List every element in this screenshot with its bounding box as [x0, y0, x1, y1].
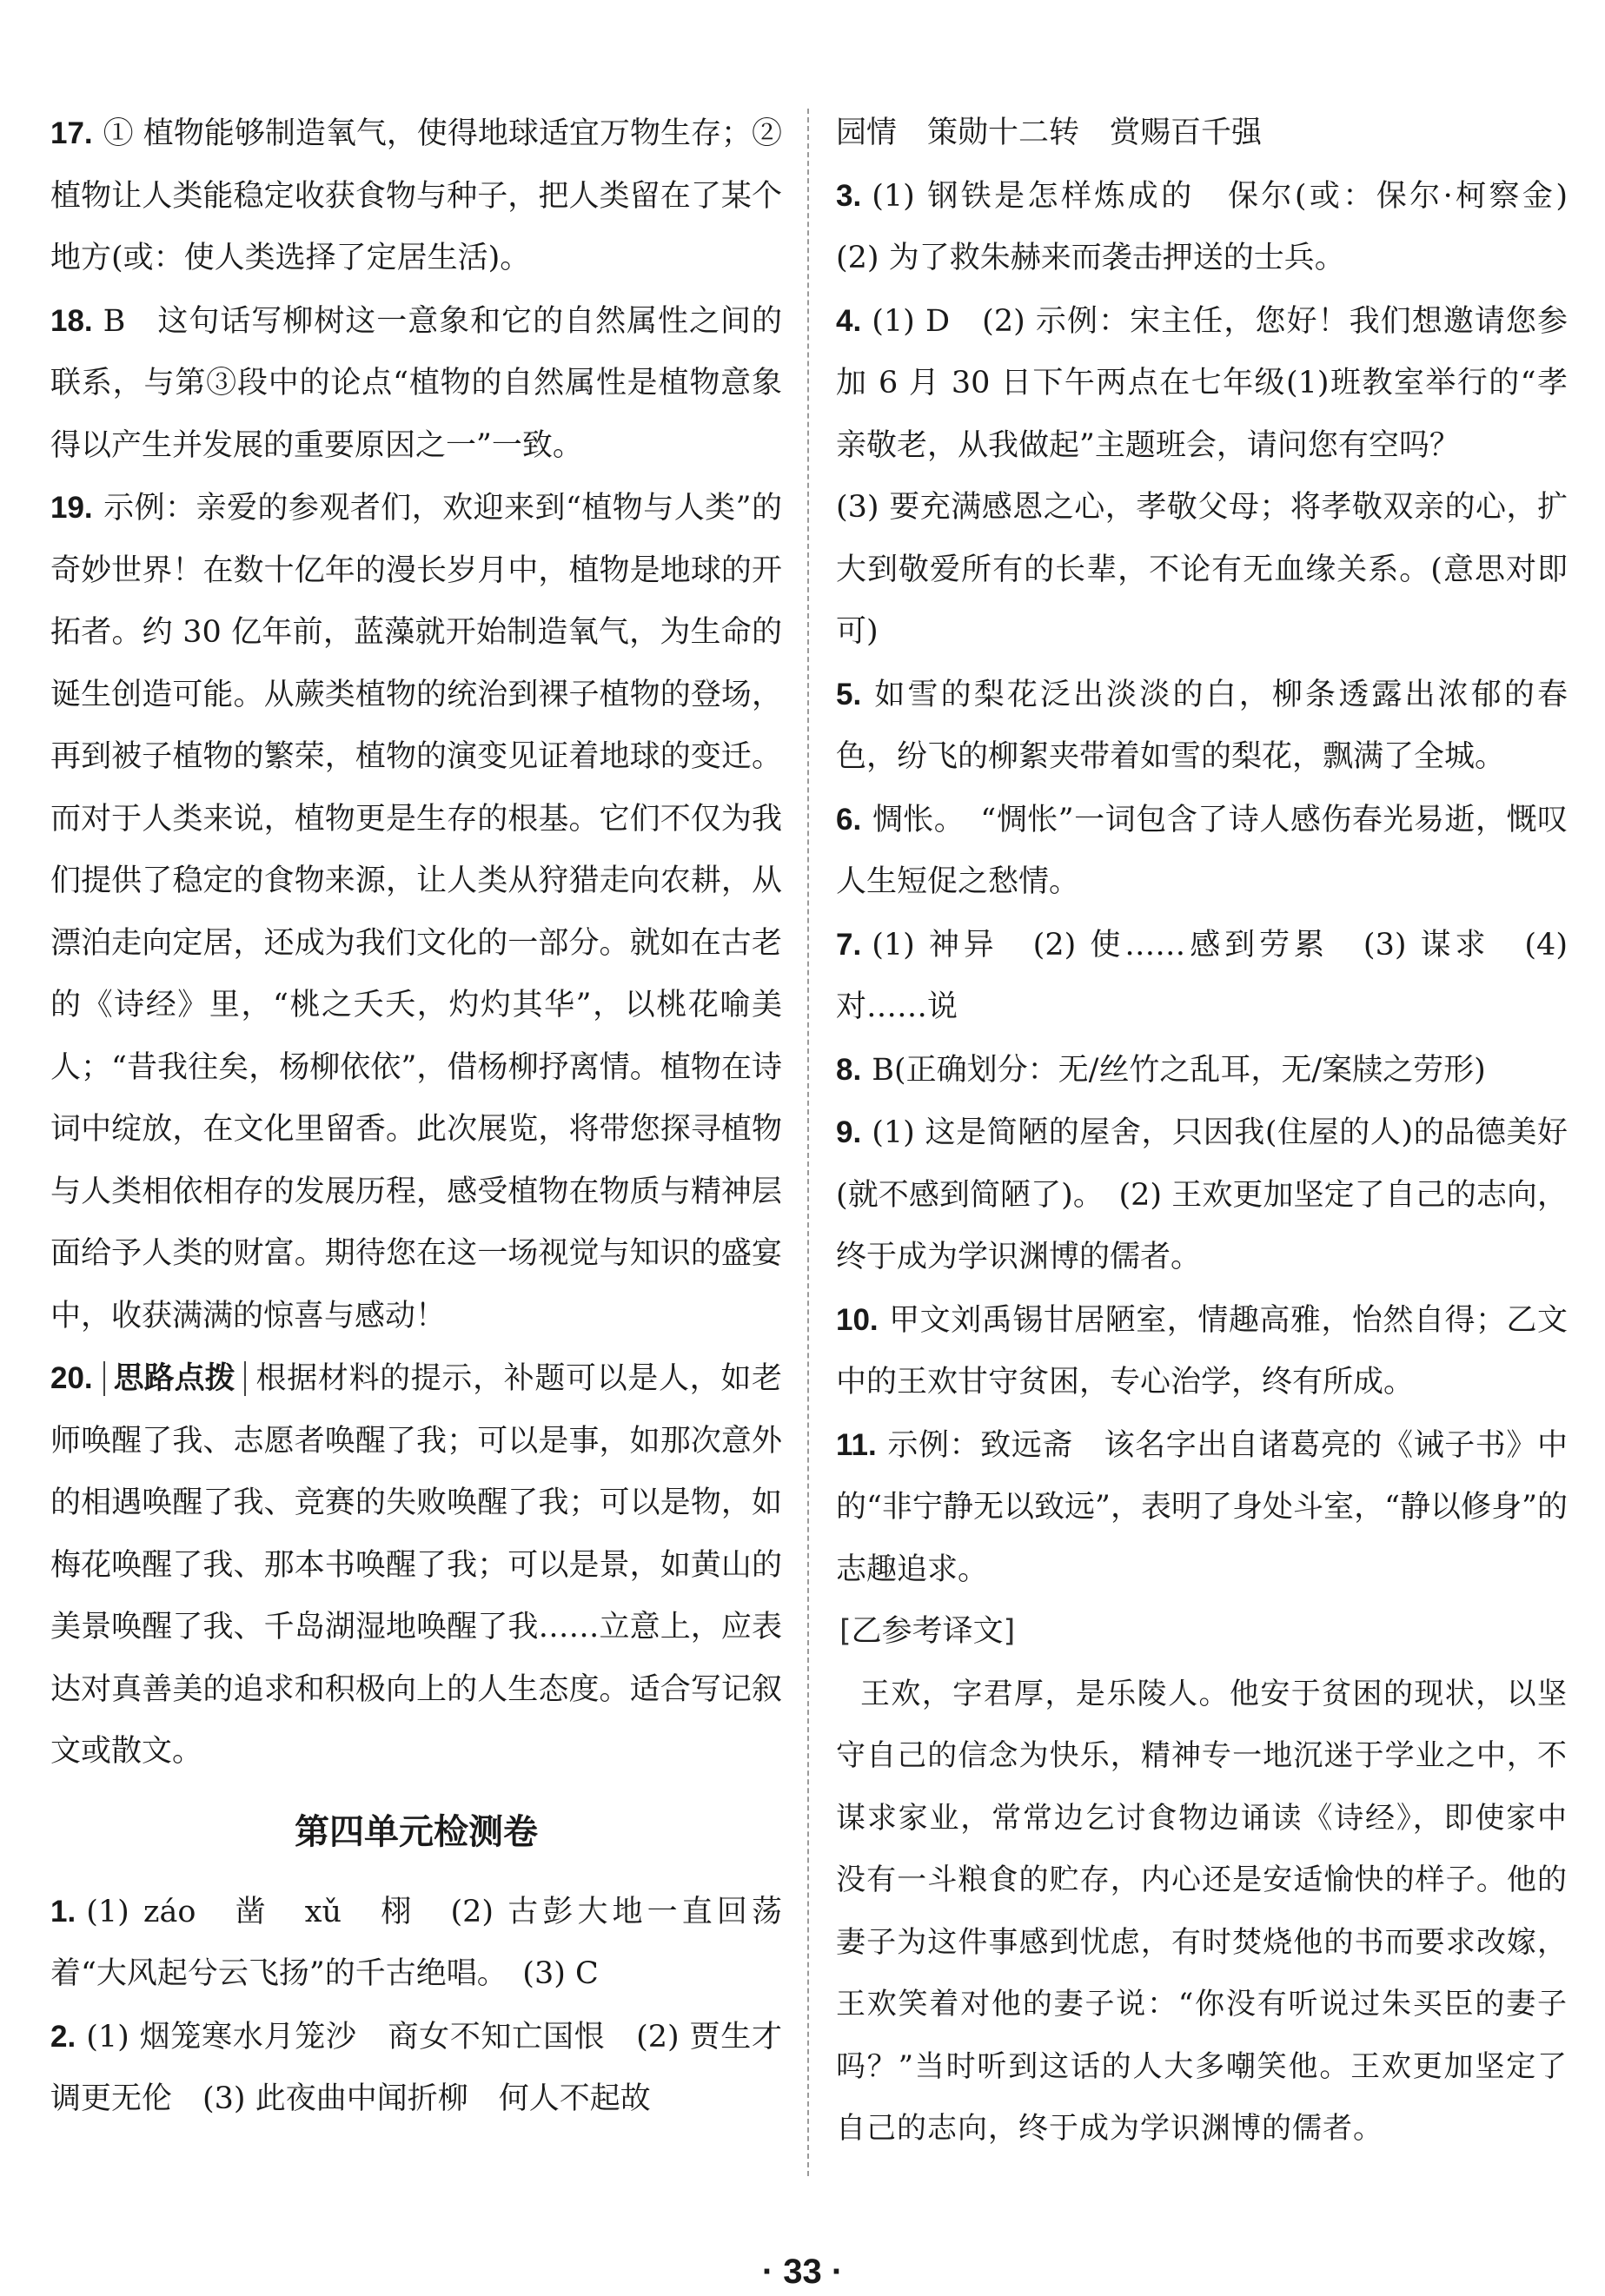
answer-text: (1) 神异 (2) 使……感到劳累 (3) 谋求 (4) 对……说	[836, 927, 1568, 1024]
answer-text: (1) 钢铁是怎样炼成的 保尔(或：保尔·柯察金) (2) 为了救朱赫来而袭击押送的士兵。	[836, 178, 1599, 275]
section-title: 第四单元检测卷	[295, 1811, 538, 1852]
question-number: 18.	[50, 303, 93, 338]
answer-10	[836, 1289, 1568, 1414]
column-divider	[807, 109, 809, 2176]
question-number: 3.	[836, 178, 862, 213]
answer-19	[50, 477, 782, 1347]
question-number: 5.	[836, 677, 862, 711]
answer-text: B(正确划分：无/丝竹之乱耳，无/案牍之劳形)	[872, 1052, 1486, 1088]
answer-text: 如雪的梨花泛出淡淡的白，柳条透露出浓郁的春色，纷飞的柳絮夹带着如雪的梨花，飘满了全城。	[836, 677, 1568, 774]
answer-4-part-3: (3) 要充满感恩之心，孝敬父母；将孝敬双亲的心，扩大到敬爱所有的长辈，不论有无血缘关系。(意思对即可)	[836, 490, 1568, 649]
answer-1	[50, 1881, 782, 2006]
left-column	[50, 103, 782, 2131]
question-number: 11.	[836, 1427, 877, 1462]
question-number: 10.	[836, 1302, 879, 1337]
answer-7	[836, 914, 1568, 1039]
answer-text: (1) 这是简陋的屋舍，只因我(住屋的人)的品德美好(就不感到简陋了)。 (2) 王欢更加坚定了自己的志向，终于成为学识渊博的儒者。	[836, 1115, 1568, 1274]
question-number: 17.	[50, 116, 93, 150]
answer-2-continued: 园情 策勋十二转 赏赐百千强	[836, 116, 1263, 150]
answer-5	[836, 664, 1568, 789]
answer-8	[836, 1039, 1568, 1102]
answer-text: 根据材料的提示，补题可以是人，如老师唤醒了我、志愿者唤醒了我；可以是事，如那次意外的相遇唤醒了我、竞赛的失败唤醒了我；可以是物，如梅花唤醒了我、那本书唤醒了我；可以是景，如黄山的美景唤醒了我、千岛湖湿地唤醒了我……立意上，应表达对真善美的追求和积极向上的人生态度。适合写记叙文或散文。	[50, 1361, 782, 1769]
answer-text: (1) D (2) 示例：宋主任，您好！我们想邀请您参加 6 月 30 日下午两点在七年级(1)班教室举行的“孝亲敬老，从我做起”主题班会，请问您有空吗？	[836, 303, 1568, 463]
answer-11	[836, 1414, 1568, 1602]
question-number: 2.	[50, 2019, 76, 2054]
translation-text: 王欢，字君厚，是乐陵人。他安于贫困的现状，以坚守自己的信念为快乐，精神专一地沉迷于学业之中，不谋求家业，常常边乞讨食物边诵读《诗经》，即使家中没有一斗粮食的贮存，内心还是安适愉快的样子。他的妻子为这件事感到忧虑，有时焚烧他的书而要求改嫁，王欢笑着对他的妻子说：“你没有听说过朱买臣的妻子吗？”当时听到这话的人大多嘲笑他。王欢更加坚定了自己的志向，终于成为学识渊博的儒者。	[836, 1676, 1568, 2146]
answer-text: 示例：致远斋 该名字出自诸葛亮的《诫子书》中的“非宁静无以致远”，表明了身处斗室，“静以修身”的志趣追求。	[836, 1427, 1568, 1587]
question-number: 7.	[836, 927, 862, 962]
question-number: 9.	[836, 1115, 862, 1149]
answer-text: (1) 烟笼寒水月笼沙 商女不知亡国恨 (2) 贾生才调更无伦 (3) 此夜曲中闻折柳 何人不起故	[50, 2019, 782, 2116]
question-number: 8.	[836, 1052, 862, 1087]
answer-9	[836, 1102, 1568, 1289]
answer-text: (1) záo 凿 xǔ 栩 (2) 古彭大地一直回荡着“大风起兮云飞扬”的千古绝唱。 (3) C	[50, 1894, 782, 1991]
answer-2	[50, 2006, 782, 2131]
answer-4	[836, 290, 1568, 478]
question-number: 20.	[50, 1361, 93, 1395]
answer-17	[50, 103, 782, 290]
question-number: 6.	[836, 802, 862, 837]
answer-text: 甲文刘禹锡甘居陋室，情趣高雅，怡然自得；乙文中的王欢甘守贫困，专心治学，终有所成。	[836, 1302, 1568, 1399]
answer-3	[836, 165, 1599, 290]
answer-6	[836, 789, 1568, 914]
page-number: · 33 ·	[761, 2253, 844, 2291]
answer-18	[50, 290, 782, 478]
answer-text: 惆怅。 “惆怅”一词包含了诗人感伤春光易逝，慨叹人生短促之愁情。	[836, 802, 1568, 899]
question-number: 1.	[50, 1894, 76, 1929]
answer-text: 示例：亲爱的参观者们，欢迎来到“植物与人类”的奇妙世界！在数十亿年的漫长岁月中，植物是地球的开拓者。约 30 亿年前，蓝藻就开始制造氧气，为生命的诞生创造可能。从蕨类植物的统治到裸子植物的登场，再到被子植物的繁荣，植物的演变见证着地球的变迁。而对于人类来说，植物更是生存的根基。它们不仅为我们提供了稳定的食物来源，让人类从狩猎走向农耕，从漂泊走向定居，还成为我们文化的一部分。就如在古老的《诗经》里，“桃之夭夭，灼灼其华”，以桃花喻美人；“昔我往矣，杨柳依依”，借杨柳抒离情。植物在诗词中绽放，在文化里留香。此次展览，将带您探寻植物与人类相依相存的发展历程，感受植物在物质与精神层面给予人类的财富。期待您在这一场视觉与知识的盛宴中，收获满满的惊喜与感动！	[50, 491, 782, 1333]
translation-heading: [乙参考译文]	[839, 1614, 1016, 1649]
hint-label: 思路点拨	[103, 1361, 246, 1396]
right-column	[836, 103, 1599, 2160]
answer-text: ① 植物能够制造氧气，使得地球适宜万物生存；② 植物让人类能稳定收获食物与种子，把人类留在了某个地方(或：使人类选择了定居生活)。	[50, 116, 782, 275]
question-number: 4.	[836, 303, 862, 338]
answer-20	[50, 1347, 782, 1783]
translation-label: 乙参考译文	[851, 1614, 1004, 1649]
question-number: 19.	[50, 491, 93, 525]
answer-text: B 这句话写柳树这一意象和它的自然属性之间的联系，与第③段中的论点“植物的自然属性是植物意象得以产生并发展的重要原因之一”一致。	[50, 303, 782, 463]
